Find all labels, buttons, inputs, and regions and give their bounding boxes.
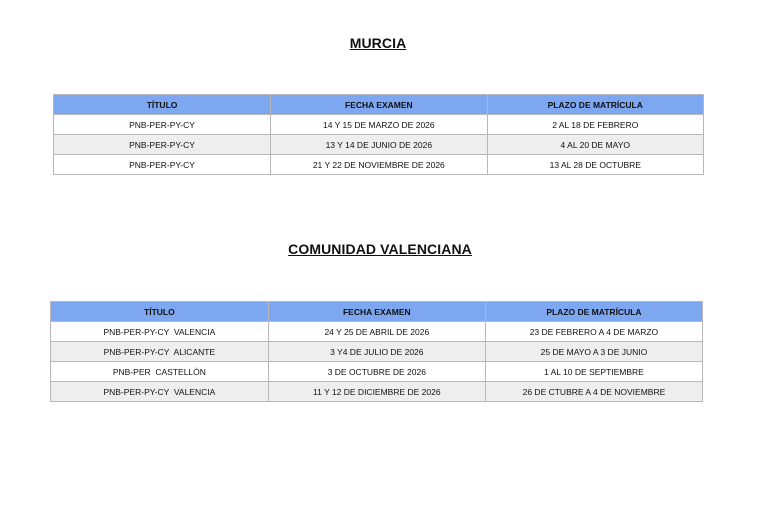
cell-plazo-matricula: 4 AL 20 DE MAYO xyxy=(487,135,703,155)
table-row xyxy=(51,382,703,402)
cell-titulo: PNB-PER-PY-CY xyxy=(54,115,271,135)
column-header-fecha-examen: FECHA EXAMEN xyxy=(268,302,485,322)
cell-plazo-matricula: 13 AL 28 DE OCTUBRE xyxy=(487,155,703,175)
column-header-fecha-examen: FECHA EXAMEN xyxy=(271,95,487,115)
table-row xyxy=(51,322,703,342)
column-header-titulo: TÍTULO xyxy=(51,302,269,322)
cell-titulo: PNB-PER-PY-CY VALENCIA xyxy=(51,382,269,402)
table-header-row xyxy=(51,302,703,322)
cell-fecha-examen: 14 Y 15 DE MARZO DE 2026 xyxy=(271,115,487,135)
column-header-plazo-matricula: PLAZO DE MATRÍCULA xyxy=(487,95,703,115)
cell-titulo: PNB-PER-PY-CY xyxy=(54,155,271,175)
cell-fecha-examen: 3 Y4 DE JULIO DE 2026 xyxy=(268,342,485,362)
section-title-comunidad-valenciana: COMUNIDAD VALENCIANA xyxy=(288,241,472,257)
exam-schedule-table-murcia xyxy=(53,94,704,175)
table-row xyxy=(54,155,704,175)
cell-plazo-matricula: 25 DE MAYO A 3 DE JUNIO xyxy=(485,342,702,362)
cell-fecha-examen: 24 Y 25 DE ABRIL DE 2026 xyxy=(268,322,485,342)
cell-fecha-examen: 13 Y 14 DE JUNIO DE 2026 xyxy=(271,135,487,155)
cell-plazo-matricula: 23 DE FEBRERO A 4 DE MARZO xyxy=(485,322,702,342)
table-row xyxy=(51,342,703,362)
cell-titulo: PNB-PER CASTELLÓN xyxy=(51,362,269,382)
cell-plazo-matricula: 2 AL 18 DE FEBRERO xyxy=(487,115,703,135)
cell-titulo: PNB-PER-PY-CY VALENCIA xyxy=(51,322,269,342)
column-header-plazo-matricula: PLAZO DE MATRÍCULA xyxy=(485,302,702,322)
table-row xyxy=(51,362,703,382)
column-header-titulo: TÍTULO xyxy=(54,95,271,115)
cell-plazo-matricula: 26 DE CTUBRE A 4 DE NOVIEMBRE xyxy=(485,382,702,402)
cell-titulo: PNB-PER-PY-CY ALICANTE xyxy=(51,342,269,362)
cell-fecha-examen: 11 Y 12 DE DICIEMBRE DE 2026 xyxy=(268,382,485,402)
cell-plazo-matricula: 1 AL 10 DE SEPTIEMBRE xyxy=(485,362,702,382)
exam-schedule-table-valencia xyxy=(50,301,703,402)
cell-fecha-examen: 3 DE OCTUBRE DE 2026 xyxy=(268,362,485,382)
section-title-murcia: MURCIA xyxy=(349,35,407,51)
table-header-row xyxy=(54,95,704,115)
cell-titulo: PNB-PER-PY-CY xyxy=(54,135,271,155)
table-row xyxy=(54,115,704,135)
table-row xyxy=(54,135,704,155)
cell-fecha-examen: 21 Y 22 DE NOVIEMBRE DE 2026 xyxy=(271,155,487,175)
